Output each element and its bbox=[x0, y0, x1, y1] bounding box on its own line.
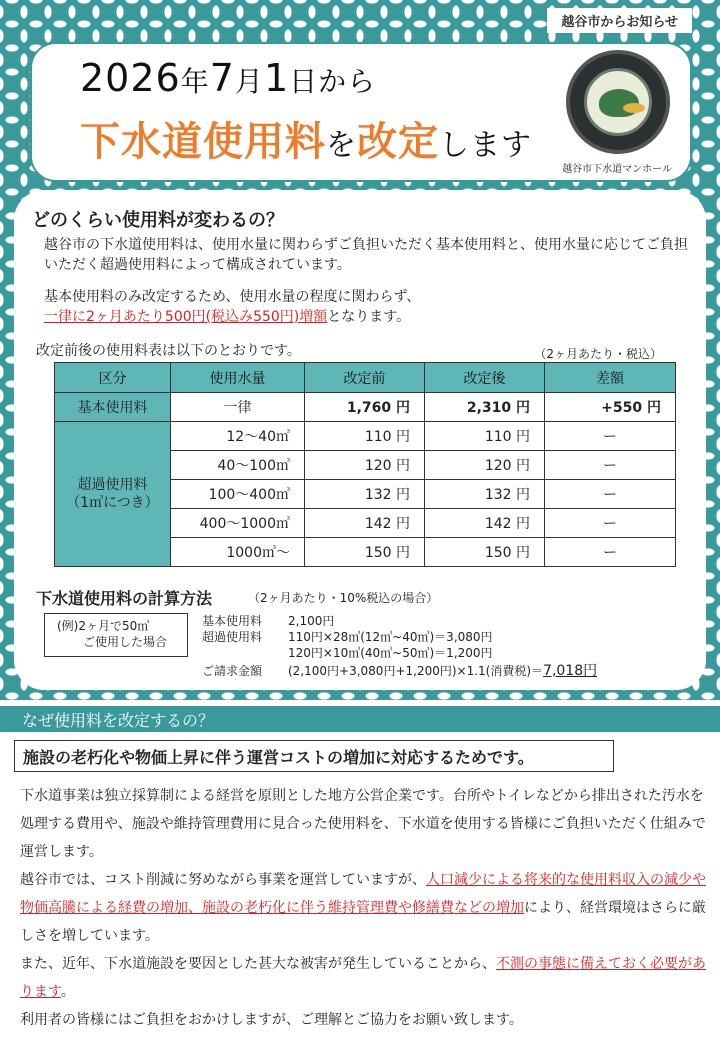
body-paragraph-2-a: 越谷市では、コスト削減に努めながら事業を運営していますが、 bbox=[20, 872, 426, 888]
excess-fee-label-sub: （1㎥につき） bbox=[66, 495, 159, 511]
body-paragraph-3-b: 。 bbox=[60, 984, 75, 1000]
table-unit-note: （2ヶ月あたり・税込） bbox=[534, 347, 662, 361]
calc-excess-line-2: 120円×10㎥(40㎥~50㎥)＝1,200円 bbox=[288, 646, 493, 660]
excess-after: 120 円 bbox=[425, 451, 545, 480]
excess-before: 110 円 bbox=[305, 422, 425, 451]
excess-diff: ー bbox=[545, 509, 676, 538]
body-paragraph-3-highlight: 不測の事態に備えておく必要があります bbox=[20, 956, 706, 1000]
manhole-cover-image bbox=[566, 50, 670, 154]
table-row bbox=[55, 422, 676, 451]
basic-fee-diff: +550 円 bbox=[545, 393, 676, 422]
example-line-2: ご使用した場合 bbox=[83, 635, 168, 649]
fee-change-section bbox=[14, 190, 706, 690]
manhole-emblem bbox=[584, 68, 652, 136]
excess-diff: ー bbox=[545, 538, 676, 567]
title-suffix: します bbox=[439, 128, 532, 163]
title-month: 7 bbox=[209, 56, 235, 100]
col-header-volume: 使用水量 bbox=[171, 363, 305, 393]
excess-after: 142 円 bbox=[425, 509, 545, 538]
title-year: 2026 bbox=[80, 56, 181, 100]
reason-box: 施設の老朽化や物価上昇に伴う運営コストの増加に対応するためです。 bbox=[14, 740, 614, 772]
section-heading-how-much: どのくらい使用料が変わるの？ bbox=[32, 210, 284, 231]
excess-volume: 40～100㎥ bbox=[171, 451, 305, 480]
excess-volume: 400～1000㎥ bbox=[171, 509, 305, 538]
excess-diff: ー bbox=[545, 451, 676, 480]
increase-paragraph bbox=[44, 287, 694, 327]
increase-text-a: 基本使用料のみ改定するため、使用水量の程度に関わらず、 bbox=[44, 289, 421, 305]
title-day: 1 bbox=[263, 56, 290, 100]
calc-excess-label: 超過使用料 bbox=[202, 630, 263, 644]
calc-subheading: （2ヶ月あたり・10%税込の場合） bbox=[248, 591, 439, 605]
duck-beak-icon bbox=[623, 103, 645, 113]
table-intro: 改定前後の使用料表は以下のとおりです。 bbox=[36, 343, 301, 359]
calc-bill-label: ご請求金額 bbox=[202, 664, 263, 678]
excess-before: 120 円 bbox=[305, 451, 425, 480]
increase-text-b: となります。 bbox=[327, 309, 411, 325]
title-month-unit: 月 bbox=[234, 65, 264, 98]
notice-tag: 越谷市からお知らせ bbox=[547, 8, 692, 33]
calc-basic-label: 基本使用料 bbox=[202, 614, 263, 628]
basic-fee-label: 基本使用料 bbox=[55, 393, 171, 422]
basic-fee-before: 1,760 円 bbox=[305, 393, 425, 422]
excess-volume: 1000㎥～ bbox=[171, 538, 305, 567]
excess-after: 110 円 bbox=[425, 422, 545, 451]
example-line-1: (例)2ヶ月で50㎥ bbox=[57, 619, 150, 633]
title-particle: を bbox=[326, 128, 357, 163]
why-body-text bbox=[20, 782, 710, 1034]
col-header-before: 改定前 bbox=[305, 363, 425, 393]
title-year-unit: 年 bbox=[180, 65, 210, 98]
table-row-basic bbox=[55, 393, 676, 422]
calc-breakdown bbox=[202, 613, 597, 679]
excess-fee-label bbox=[55, 422, 171, 567]
title-day-unit: 日から bbox=[289, 65, 377, 98]
excess-before: 142 円 bbox=[305, 509, 425, 538]
body-paragraph-3-a: また、近年、下水道施設を要因とした甚大な被害が発生していることから、 bbox=[20, 956, 496, 972]
excess-after: 132 円 bbox=[425, 480, 545, 509]
why-section-band: なぜ使用料を改定するの？ bbox=[0, 706, 720, 732]
body-paragraph-4: 利用者の皆様にはご負担をおかけしますが、ご理解とご協力をお願い致します。 bbox=[20, 1012, 523, 1028]
body-paragraph-1: 下水道事業は独立採算制による経営を原則とした地方公営企業です。台所やトイレなどから排出された汚水を処理する費用や、施設や維持管理費用に見合った使用料を、下水道を使用する皆様にご負担いただく仕組みで運営します。 bbox=[20, 788, 706, 860]
excess-volume: 12～40㎥ bbox=[171, 422, 305, 451]
page-title-date bbox=[80, 56, 376, 100]
example-box bbox=[44, 613, 188, 657]
body-paragraph-2-highlight: 人口減少による将来的な使用料収入の減少や物価高騰による経費の増加、施設の老朽化に伴う維持管理費や修繕費などの増加 bbox=[20, 872, 706, 916]
excess-fee-label-text: 超過使用料 bbox=[77, 477, 148, 493]
basic-fee-after: 2,310 円 bbox=[425, 393, 545, 422]
excess-diff: ー bbox=[545, 480, 676, 509]
excess-after: 150 円 bbox=[425, 538, 545, 567]
calc-bill-formula: (2,100円+3,080円+1,200円)×1.1(消費税)＝ bbox=[288, 664, 544, 678]
col-header-after: 改定後 bbox=[425, 363, 545, 393]
body-paragraph-2-b: により、経営環境はさらに厳しさを増しています。 bbox=[20, 900, 706, 944]
excess-before: 150 円 bbox=[305, 538, 425, 567]
excess-diff: ー bbox=[545, 422, 676, 451]
col-header-diff: 差額 bbox=[545, 363, 676, 393]
body-paragraph-2 bbox=[20, 866, 710, 950]
basic-fee-volume: 一律 bbox=[171, 393, 305, 422]
calc-excess-line-1: 110円×28㎥(12㎥~40㎥)＝3,080円 bbox=[288, 630, 493, 644]
title-card bbox=[30, 42, 692, 182]
manhole-caption: 越谷市下水道マンホール bbox=[562, 164, 672, 175]
calc-heading: 下水道使用料の計算方法 bbox=[36, 589, 213, 608]
col-header-category: 区分 bbox=[55, 363, 171, 393]
title-revision: 改定 bbox=[357, 119, 439, 165]
intro-paragraph: 越谷市の下水道使用料は、使用水量に関わらずご負担いただく基本使用料と、使用水量に応じてご負担いただく超過使用料によって構成されています。 bbox=[44, 237, 688, 273]
calc-basic-value: 2,100円 bbox=[288, 614, 335, 628]
page-title-main bbox=[80, 110, 532, 167]
body-paragraph-3 bbox=[20, 950, 710, 1006]
increase-highlight: 一律に2ヶ月あたり500円(税込み550円)増額 bbox=[44, 309, 328, 325]
excess-before: 132 円 bbox=[305, 480, 425, 509]
title-sewer-fee: 下水道使用料 bbox=[80, 119, 326, 165]
excess-volume: 100～400㎥ bbox=[171, 480, 305, 509]
table-header-row bbox=[55, 363, 676, 393]
fee-table bbox=[54, 362, 676, 567]
calc-bill-total: 7,018円 bbox=[543, 663, 598, 679]
